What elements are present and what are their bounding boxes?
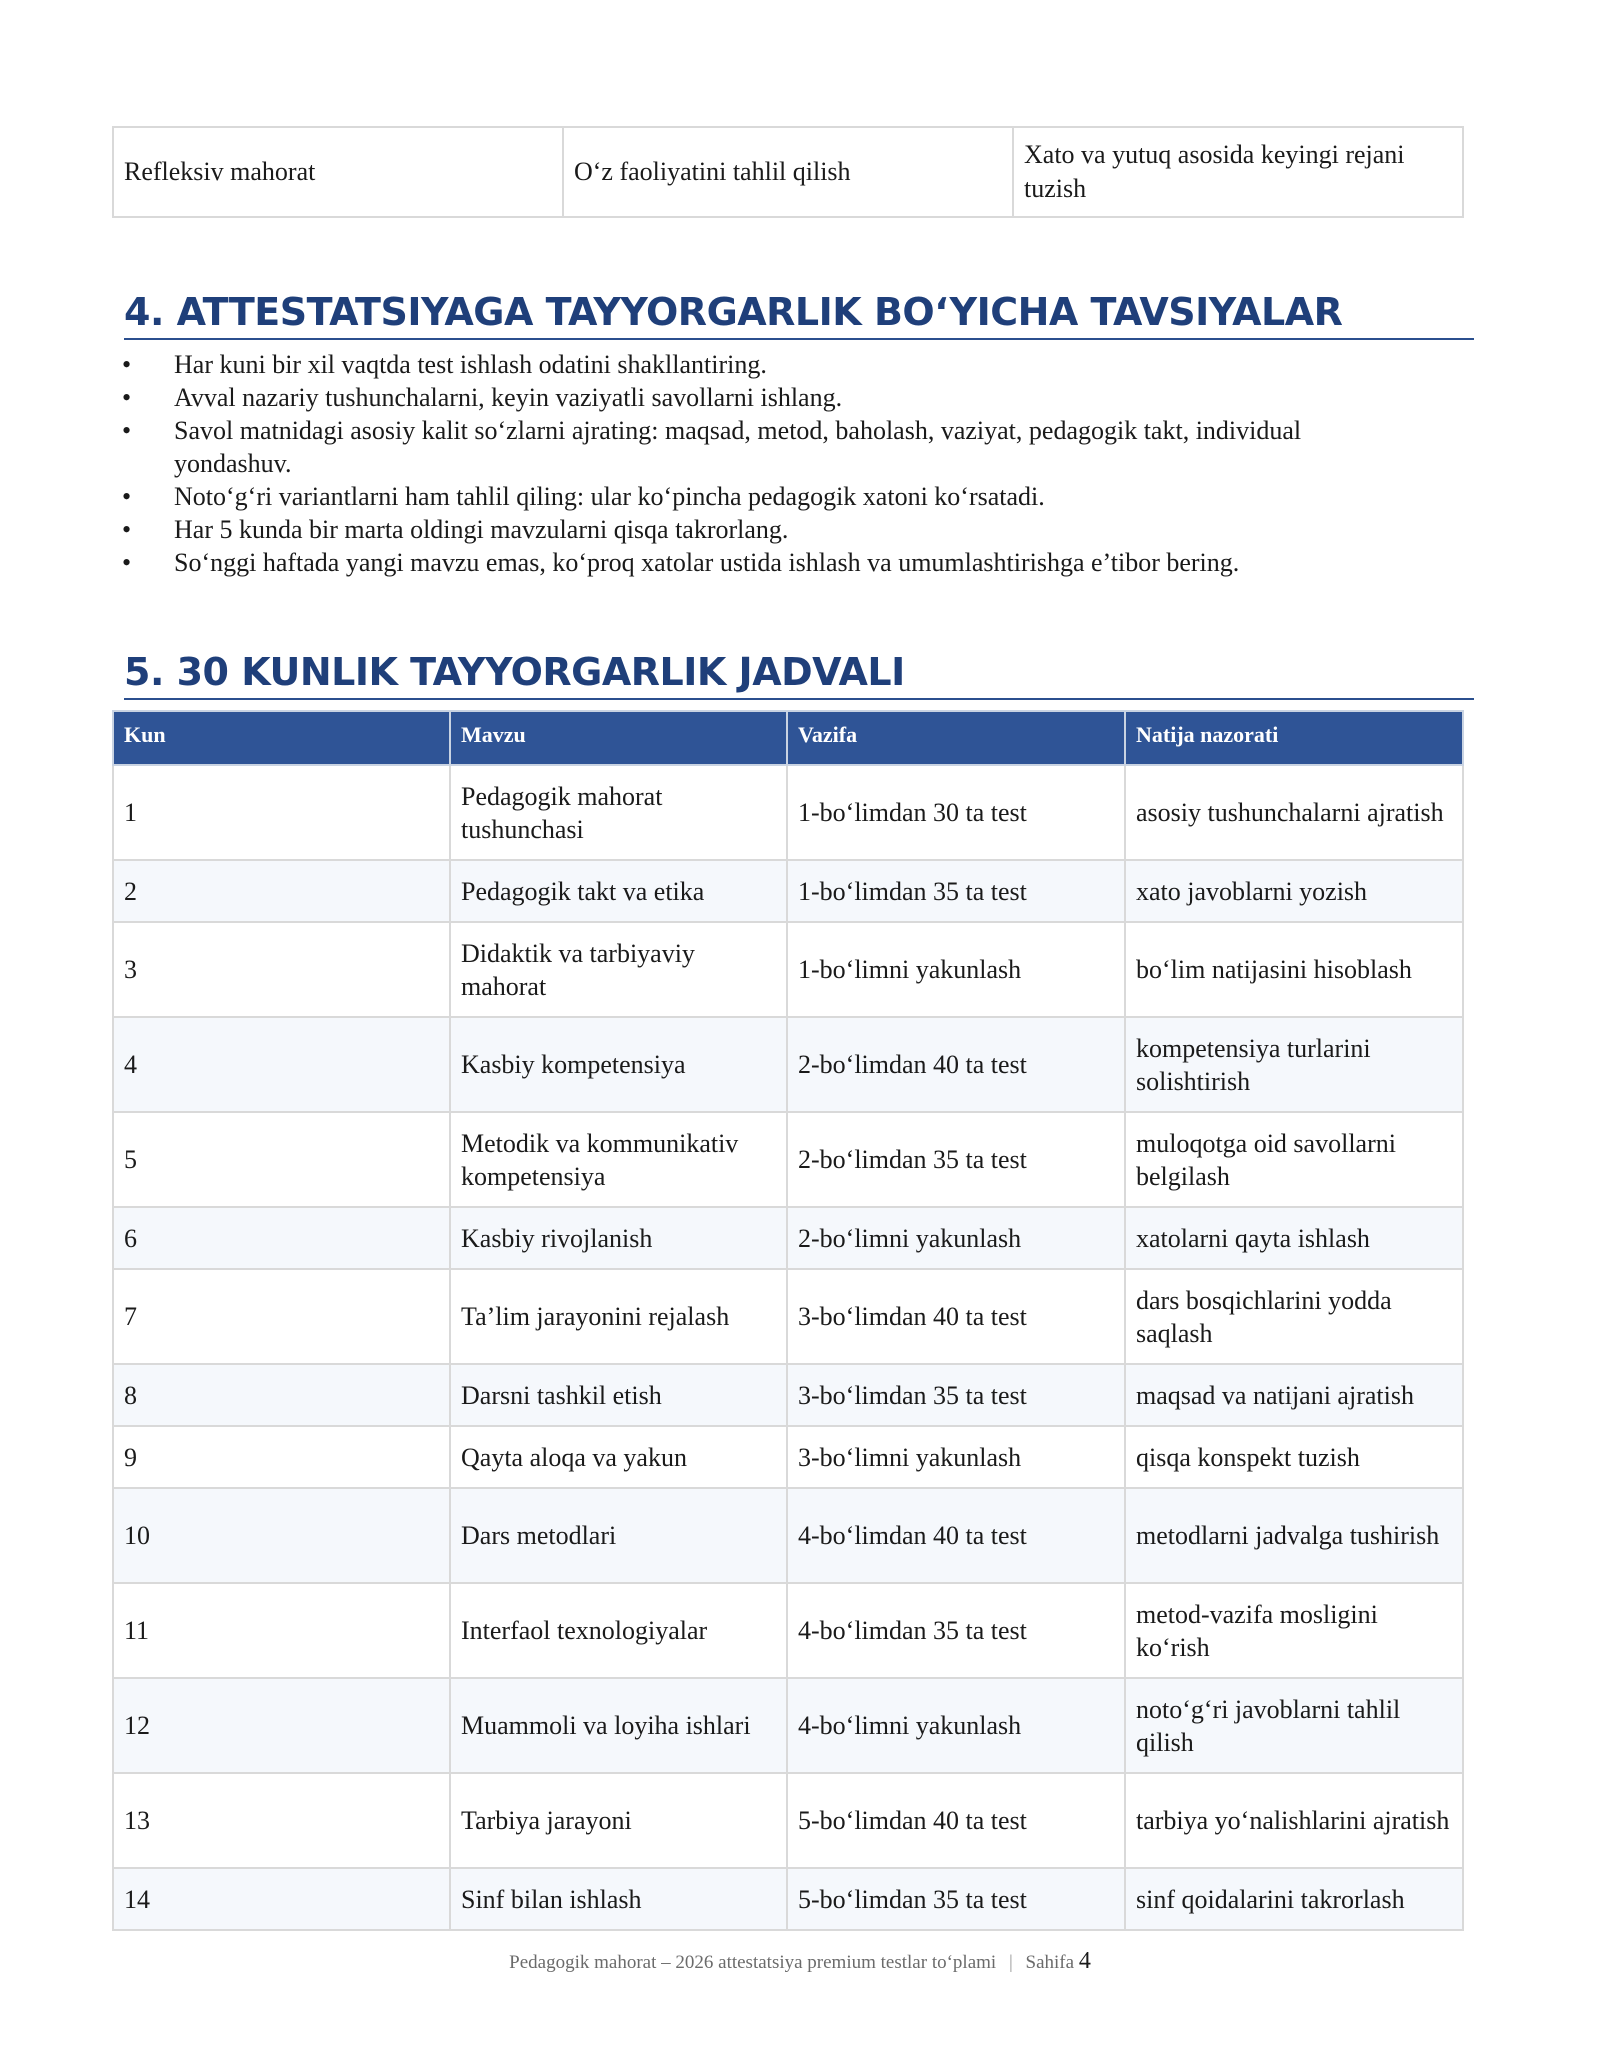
bullet-icon: • xyxy=(122,416,132,445)
table-cell: Sinf bilan ishlash xyxy=(450,1868,787,1930)
table-cell: noto‘g‘ri javoblarni tahlil qilish xyxy=(1125,1678,1463,1773)
table-row xyxy=(113,1269,1463,1364)
column-header-task: Vazifa xyxy=(787,711,1125,765)
list-item-text: Avval nazariy tushunchalarni, keyin vaziyatli savollarni ishlang. xyxy=(174,383,843,412)
bullet-icon: • xyxy=(122,350,132,379)
schedule-table xyxy=(112,710,1464,1931)
table-cell: 2-bo‘limdan 40 ta test xyxy=(787,1017,1125,1112)
page-label: Sahifa xyxy=(1025,1952,1075,1973)
table-cell: 7 xyxy=(113,1269,450,1364)
table-cell: 4-bo‘limdan 35 ta test xyxy=(787,1583,1125,1678)
section-5-heading: 5. 30 KUNLIK TAYYORGARLIK JADVALI xyxy=(124,648,1474,700)
table-cell: Didaktik va tarbiyaviy mahorat xyxy=(450,922,787,1017)
table-cell: xato javoblarni yozish xyxy=(1125,860,1463,922)
bullet-icon: • xyxy=(122,383,132,412)
table-cell: 10 xyxy=(113,1488,450,1583)
table-cell: 1-bo‘limdan 35 ta test xyxy=(787,860,1125,922)
table-cell: 13 xyxy=(113,1773,450,1868)
top-table xyxy=(112,126,1464,218)
column-header-day: Kun xyxy=(113,711,450,765)
table-cell: muloqotga oid savollarni belgilash xyxy=(1125,1112,1463,1207)
table-cell: Kasbiy kompetensiya xyxy=(450,1017,787,1112)
table-cell: 5-bo‘limdan 40 ta test xyxy=(787,1773,1125,1868)
table-row xyxy=(113,1017,1463,1112)
table-cell: sinf qoidalarini takrorlash xyxy=(1125,1868,1463,1930)
table-cell: 1 xyxy=(113,765,450,860)
table-cell: 3-bo‘limdan 35 ta test xyxy=(787,1364,1125,1426)
table-header-row xyxy=(113,711,1463,765)
table-cell: xatolarni qayta ishlash xyxy=(1125,1207,1463,1269)
table-cell: Pedagogik takt va etika xyxy=(450,860,787,922)
table-cell: bo‘lim natijasini hisoblash xyxy=(1125,922,1463,1017)
table-cell: Tarbiya jarayoni xyxy=(450,1773,787,1868)
table-cell: 5 xyxy=(113,1112,450,1207)
table-row xyxy=(113,127,1463,217)
list-item-text: Savol matnidagi asosiy kalit so‘zlarni ajrating: maqsad, metod, baholash, vaziyat, pedagogik takt, individual yondashuv. xyxy=(174,416,1302,478)
column-header-topic: Mavzu xyxy=(450,711,787,765)
page-footer xyxy=(0,1948,1600,1975)
table-cell: Refleksiv mahorat xyxy=(113,127,563,217)
table-row xyxy=(113,1207,1463,1269)
table-cell: metod-vazifa mosligini ko‘rish xyxy=(1125,1583,1463,1678)
table-cell: 3 xyxy=(113,922,450,1017)
table-cell: 11 xyxy=(113,1583,450,1678)
table-row xyxy=(113,1773,1463,1868)
table-row xyxy=(113,1583,1463,1678)
list-item xyxy=(120,546,1380,579)
table-cell: Xato va yutuq asosida keyingi rejani tuzish xyxy=(1013,127,1463,217)
list-item xyxy=(120,480,1380,513)
table-cell: O‘z faoliyatini tahlil qilish xyxy=(563,127,1013,217)
table-cell: 14 xyxy=(113,1868,450,1930)
table-row xyxy=(113,1112,1463,1207)
table-cell: 2-bo‘limdan 35 ta test xyxy=(787,1112,1125,1207)
bullet-icon: • xyxy=(122,548,132,577)
table-cell: dars bosqichlarini yodda saqlash xyxy=(1125,1269,1463,1364)
list-item-text: Har 5 kunda bir marta oldingi mavzularni qisqa takrorlang. xyxy=(174,515,789,544)
table-cell: 2-bo‘limni yakunlash xyxy=(787,1207,1125,1269)
table-cell: 4 xyxy=(113,1017,450,1112)
list-item xyxy=(120,513,1380,546)
table-row xyxy=(113,860,1463,922)
table-cell: tarbiya yo‘nalishlarini ajratish xyxy=(1125,1773,1463,1868)
page-number: 4 xyxy=(1078,1948,1091,1974)
table-cell: Qayta aloqa va yakun xyxy=(450,1426,787,1488)
footer-separator: | xyxy=(1008,1952,1013,1973)
table-cell: Darsni tashkil etish xyxy=(450,1364,787,1426)
table-cell: kompetensiya turlarini solishtirish xyxy=(1125,1017,1463,1112)
bullet-icon: • xyxy=(122,482,132,511)
list-item xyxy=(120,348,1380,381)
list-item-text: So‘nggi haftada yangi mavzu emas, ko‘proq xatolar ustida ishlash va umumlashtirishga e’tibor bering. xyxy=(174,548,1240,577)
bullet-icon: • xyxy=(122,515,132,544)
table-cell: 4-bo‘limni yakunlash xyxy=(787,1678,1125,1773)
table-row xyxy=(113,765,1463,860)
list-item-text: Noto‘g‘ri variantlarni ham tahlil qiling: ular ko‘pincha pedagogik xatoni ko‘rsatadi. xyxy=(174,482,1045,511)
table-cell: 12 xyxy=(113,1678,450,1773)
table-cell: metodlarni jadvalga tushirish xyxy=(1125,1488,1463,1583)
list-item-text: Har kuni bir xil vaqtda test ishlash odatini shakllantiring. xyxy=(174,350,767,379)
table-cell: Dars metodlari xyxy=(450,1488,787,1583)
table-cell: 6 xyxy=(113,1207,450,1269)
table-cell: Interfaol texnologiyalar xyxy=(450,1583,787,1678)
table-cell: 8 xyxy=(113,1364,450,1426)
table-row xyxy=(113,1364,1463,1426)
list-item xyxy=(120,414,1380,480)
table-cell: qisqa konspekt tuzish xyxy=(1125,1426,1463,1488)
table-row xyxy=(113,1426,1463,1488)
table-cell: 3-bo‘limni yakunlash xyxy=(787,1426,1125,1488)
table-cell: Muammoli va loyiha ishlari xyxy=(450,1678,787,1773)
table-cell: 9 xyxy=(113,1426,450,1488)
table-cell: Kasbiy rivojlanish xyxy=(450,1207,787,1269)
table-cell: 2 xyxy=(113,860,450,922)
table-row xyxy=(113,1678,1463,1773)
table-cell: 5-bo‘limdan 35 ta test xyxy=(787,1868,1125,1930)
list-item xyxy=(120,381,1380,414)
table-cell: maqsad va natijani ajratish xyxy=(1125,1364,1463,1426)
table-row xyxy=(113,922,1463,1017)
table-row xyxy=(113,1868,1463,1930)
table-cell: asosiy tushunchalarni ajratish xyxy=(1125,765,1463,860)
table-row xyxy=(113,1488,1463,1583)
table-cell: 4-bo‘limdan 40 ta test xyxy=(787,1488,1125,1583)
table-cell: Pedagogik mahorat tushunchasi xyxy=(450,765,787,860)
section-4-heading: 4. ATTESTATSIYAGA TAYYORGARLIK BO‘YICHA TAVSIYALAR xyxy=(124,288,1474,340)
table-cell: 3-bo‘limdan 40 ta test xyxy=(787,1269,1125,1364)
table-cell: Ta’lim jarayonini rejalash xyxy=(450,1269,787,1364)
recommendations-list xyxy=(120,348,1380,579)
footer-text: Pedagogik mahorat – 2026 attestatsiya premium testlar to‘plami xyxy=(509,1952,997,1973)
column-header-result-control: Natija nazorati xyxy=(1125,711,1463,765)
table-cell: 1-bo‘limni yakunlash xyxy=(787,922,1125,1017)
table-cell: Metodik va kommunikativ kompetensiya xyxy=(450,1112,787,1207)
table-cell: 1-bo‘limdan 30 ta test xyxy=(787,765,1125,860)
